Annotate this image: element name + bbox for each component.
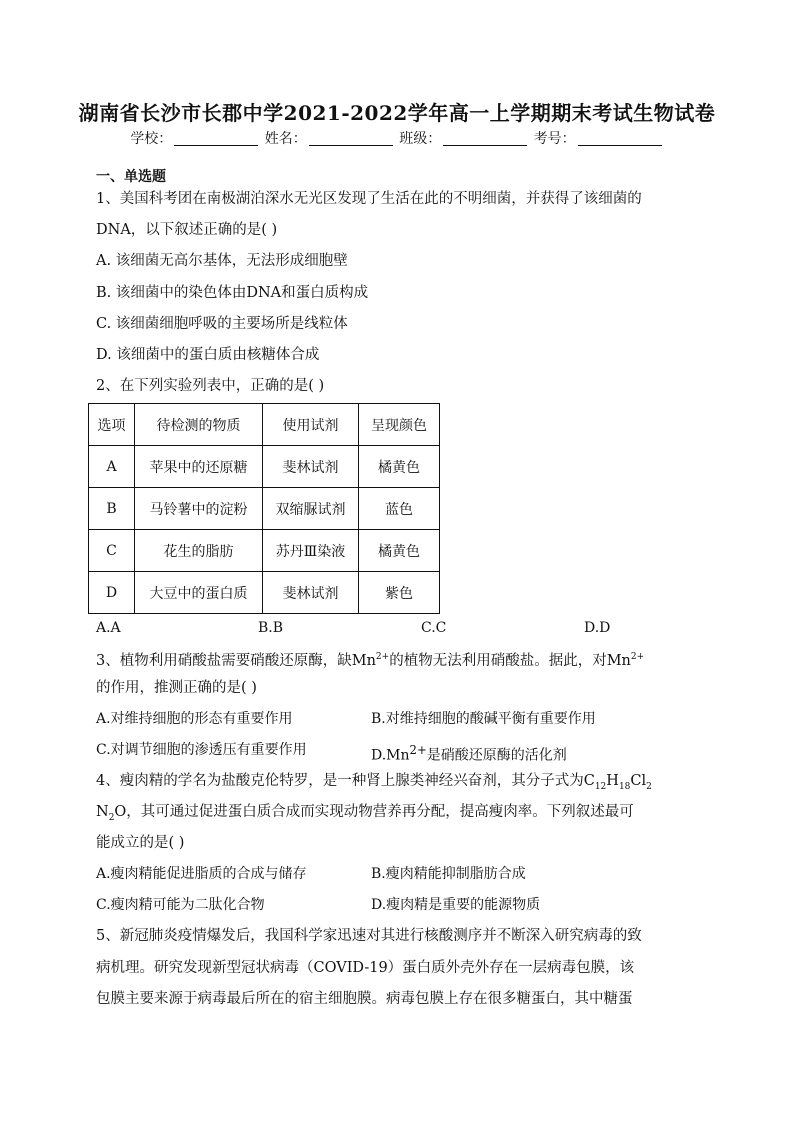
table-cell: 橘黄色 (359, 530, 440, 572)
q1-option-a: A. 该细菌无高尔基体，无法形成细胞壁 (96, 253, 348, 269)
table-header-cell: 呈现颜色 (359, 404, 440, 446)
q3-option-c: C.对调节细胞的渗透压有重要作用 (96, 742, 307, 758)
table-header-row (89, 404, 440, 446)
q1-stem-line2: DNA，以下叙述正确的是( ) (96, 222, 278, 238)
q2-answer-d: D.D (584, 620, 611, 636)
q5-line2: 病机理。研究发现新型冠状病毒（COVID-19）蛋白质外壳外存在一层病毒包膜，该 (96, 960, 635, 976)
table-header-cell: 选项 (89, 404, 135, 446)
q4-option-d: D.瘦肉精是重要的能源物质 (371, 897, 541, 913)
q1-option-d: D. 该细菌中的蛋白质由核糖体合成 (96, 347, 320, 363)
table-cell: 花生的脂肪 (135, 530, 263, 572)
table-cell: 紫色 (359, 572, 440, 614)
table-cell: 苏丹Ⅲ染液 (263, 530, 359, 572)
table-cell: 蓝色 (359, 488, 440, 530)
q4-sub-n: 2 (108, 812, 115, 823)
q3-option-d (371, 741, 567, 765)
name-label: 姓名： (264, 131, 307, 147)
q4-sub-cl: 2 (646, 781, 652, 792)
q4-formula-n: N (96, 804, 109, 820)
q2-answer-b: B.B (258, 620, 284, 636)
q3-option-d-part-a: D.Mn (371, 747, 410, 764)
q3-option-d-superscript: 2+ (409, 743, 427, 757)
school-label: 学校： (130, 131, 173, 147)
table-cell: A (89, 446, 135, 488)
table-cell: B (89, 488, 135, 530)
q3-option-a: A.对维持细胞的形态有重要作用 (96, 711, 293, 727)
q3-superscript-2: 2+ (630, 652, 645, 662)
school-blank[interactable] (174, 131, 258, 146)
table-cell: 马铃薯中的淀粉 (135, 488, 263, 530)
table-cell: C (89, 530, 135, 572)
section-heading: 一、单选题 (96, 169, 166, 185)
q3-stem-part-a: 3、植物利用硝酸盐需要硝酸还原酶，缺Mn (96, 652, 376, 669)
student-info-line (0, 128, 794, 148)
table-cell: 斐林试剂 (263, 446, 359, 488)
exam-number-label: 考号： (533, 131, 576, 147)
q4-formula-h: H (606, 773, 619, 789)
q1-option-b: B. 该细菌中的染色体由DNA和蛋白质构成 (96, 285, 369, 301)
q3-stem-line1 (96, 648, 644, 670)
table-cell: 苹果中的还原糖 (135, 446, 263, 488)
table-cell: 双缩脲试剂 (263, 488, 359, 530)
q5-line3: 包膜主要来源于病毒最后所在的宿主细胞膜。病毒包膜上存在很多糖蛋白，其中糖蛋 (96, 991, 633, 1007)
q3-option-d-part-b: 是硝酸还原酶的活化剂 (426, 747, 567, 764)
q4-sub-c: 12 (594, 781, 607, 792)
q4-stem-line2-text: O，其可通过促进蛋白质合成而实现动物营养再分配，提高瘦肉率。下列叙述最可 (114, 804, 634, 820)
q2-answer-a: A.A (96, 620, 121, 636)
q4-option-b: B.瘦肉精能抑制脂肪合成 (371, 866, 526, 882)
q4-formula-cl: Cl (630, 773, 647, 789)
name-blank[interactable] (309, 131, 393, 146)
table-row (89, 488, 440, 530)
q4-option-c: C.瘦肉精可能为二肽化合物 (96, 897, 265, 913)
table-header-cell: 待检测的物质 (135, 404, 263, 446)
table-row (89, 446, 440, 488)
q3-stem-part-b: 的植物无法利用硝酸盐。据此，对Mn (389, 652, 631, 669)
table-row (89, 530, 440, 572)
class-blank[interactable] (443, 131, 527, 146)
q4-sub-h: 18 (618, 781, 631, 792)
q1-stem-line1: 1、美国科考团在南极湖泊深水无光区发现了生活在此的不明细菌，并获得了该细菌的 (96, 191, 642, 207)
q2-stem: 2、在下列实验列表中，正确的是( ) (96, 378, 325, 394)
table-header-cell: 使用试剂 (263, 404, 359, 446)
q3-stem-line2: 的作用，推测正确的是( ) (96, 680, 257, 696)
exam-number-blank[interactable] (578, 131, 662, 146)
q4-stem-line3: 能成立的是( ) (96, 835, 185, 851)
q1-option-c: C. 该细菌细胞呼吸的主要场所是线粒体 (96, 316, 348, 332)
q2-table (88, 403, 440, 614)
class-label: 班级： (399, 131, 442, 147)
table-cell: D (89, 572, 135, 614)
q5-line1: 5、新冠肺炎疫情爆发后，我国科学家迅速对其进行核酸测序并不断深入研究病毒的致 (96, 928, 642, 944)
q3-superscript-1: 2+ (375, 652, 390, 662)
q3-option-b: B.对维持细胞的酸碱平衡有重要作用 (371, 711, 596, 727)
q4-stem-line2 (96, 803, 634, 827)
q4-stem-line1 (96, 772, 652, 796)
q2-answer-c: C.C (421, 620, 447, 636)
table-cell: 大豆中的蛋白质 (135, 572, 263, 614)
table-row (89, 572, 440, 614)
q4-option-a: A.瘦肉精能促进脂质的合成与储存 (96, 866, 307, 882)
page-title: 湖南省长沙市长郡中学2021-2022学年高一上学期期末考试生物试卷 (78, 101, 716, 125)
table-cell: 橘黄色 (359, 446, 440, 488)
q4-stem-text: 4、瘦肉精的学名为盐酸克伦特罗，是一种肾上腺类神经兴奋剂，其分子式为C (96, 773, 595, 789)
table-cell: 斐林试剂 (263, 572, 359, 614)
